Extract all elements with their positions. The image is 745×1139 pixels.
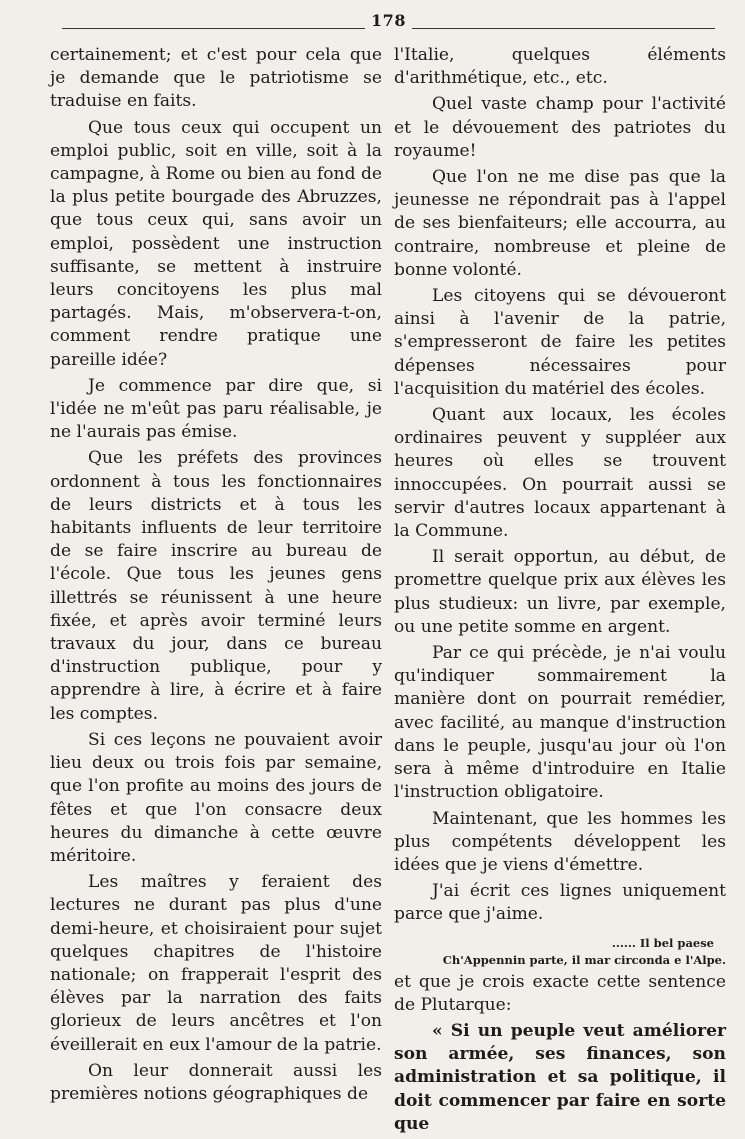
paragraph: Il serait opportun, au début, de promettre quelque prix aux élèves les plus studieux: un livre, par exemple, ou une petite somme en argent. [394,547,726,637]
paragraph: l'Italie, quelques éléments d'arithmétique, etc., etc. [394,45,726,89]
paragraph: Quel vaste champ pour l'activité et le dévouement des patriotes du royaume! [394,94,726,161]
paragraph: Les maîtres y feraient des lectures ne durant pas plus d'une demi-heure, et choisiraient pour sujet quelques chapitres de l'histoire nationale; on frapperait l'esprit des élèves par la narration des faits glorieux de leurs ancêtres et l'on éveillerait en eux l'amour de la patrie. [50,872,382,1055]
page-header [50,6,727,34]
italian-quote [394,935,726,969]
right-column [394,44,726,1139]
plutarch-quote-paragraph: « Si un peuple veut améliorer son armée, ses finances, son administration et sa politique, il doit commencer par faire en sorte que [394,1020,726,1134]
paragraph: Si ces leçons ne pouvaient avoir lieu deux ou trois fois par semaine, que l'on profite au moins des jours de fêtes et que l'on consacre deux heures du dimanche à cette œuvre méritoire. [50,729,382,866]
paragraph: Que tous ceux qui occupent un emploi public, soit en ville, soit à la campagne, à Rome ou bien au fond de la plus petite bourgade des Abruzzes, que tous ceux qui, sans avoir un emploi, possèdent une instruction suffisante, se mettent à instruire leurs concitoyens les plus mal partagés. Mais, m'observera-t-on, comment rendre pratique une pareille idée? [50,117,382,370]
paragraph: certainement; et c'est pour cela que je demande que le patriotisme se traduise en faits. [50,45,382,112]
paragraph: Par ce qui précède, je n'ai voulu qu'indiquer sommairement la manière dont on pourrait remédier, avec facilité, au manque d'instruction dans le peuple, jusqu'au jour où l'on sera à même d'introduire en Italie l'instruction obligatoire. [394,643,726,803]
paragraph: Quant aux locaux, les écoles ordinaires peuvent y suppléer aux heures où elles se trouvent innoccupées. On pourrait aussi se servir d'autres locaux appartenant à la Commune. [394,405,726,542]
paragraph: Les citoyens qui se dévoueront ainsi à l'avenir de la patrie, s'empresseront de faire les petites dépenses nécessaires pour l'acquisition du matériel des écoles. [394,286,726,399]
paragraph: Que l'on ne me dise pas que la jeunesse ne répondrait pas à l'appel de ses bienfaiteurs; elle accourra, au contraire, nombreuse et pleine de bonne volonté. [394,167,726,280]
text-columns [50,44,727,1139]
quote-line-2: Ch'Appennin parte, il mar circonda e l'Alpe. [442,952,726,967]
paragraph: J'ai écrit ces lignes uniquement parce que j'aime. [394,881,726,925]
paragraph: Maintenant, que les hommes les plus compétents développent les idées que je viens d'émettre. [394,808,726,875]
paragraph: Je commence par dire que, si l'idée ne m'eût pas paru réalisable, je ne l'aurais pas émise. [50,375,382,443]
paragraph: et que je crois exacte cette sentence de Plutarque: [394,971,726,1015]
page-number: 178 [365,11,412,30]
left-column [50,44,382,1139]
quote-line-1: ...... Il bel paese [611,935,714,950]
paragraph: Que les préfets des provinces ordonnent à tous les fonctionnaires de leurs districts et à tous les habitants influents de leur territoire de se faire inscrire au bureau de l'école. Que tous les jeunes gens illettrés se réunissent à une heure fixée, et après avoir terminé leurs travaux du jour, dans ce bureau d'instruction publique, pour y apprendre à lire, à écrire et à faire les comptes. [50,448,382,724]
paragraph: On leur donnerait aussi les premières notions géographiques de [50,1060,382,1104]
